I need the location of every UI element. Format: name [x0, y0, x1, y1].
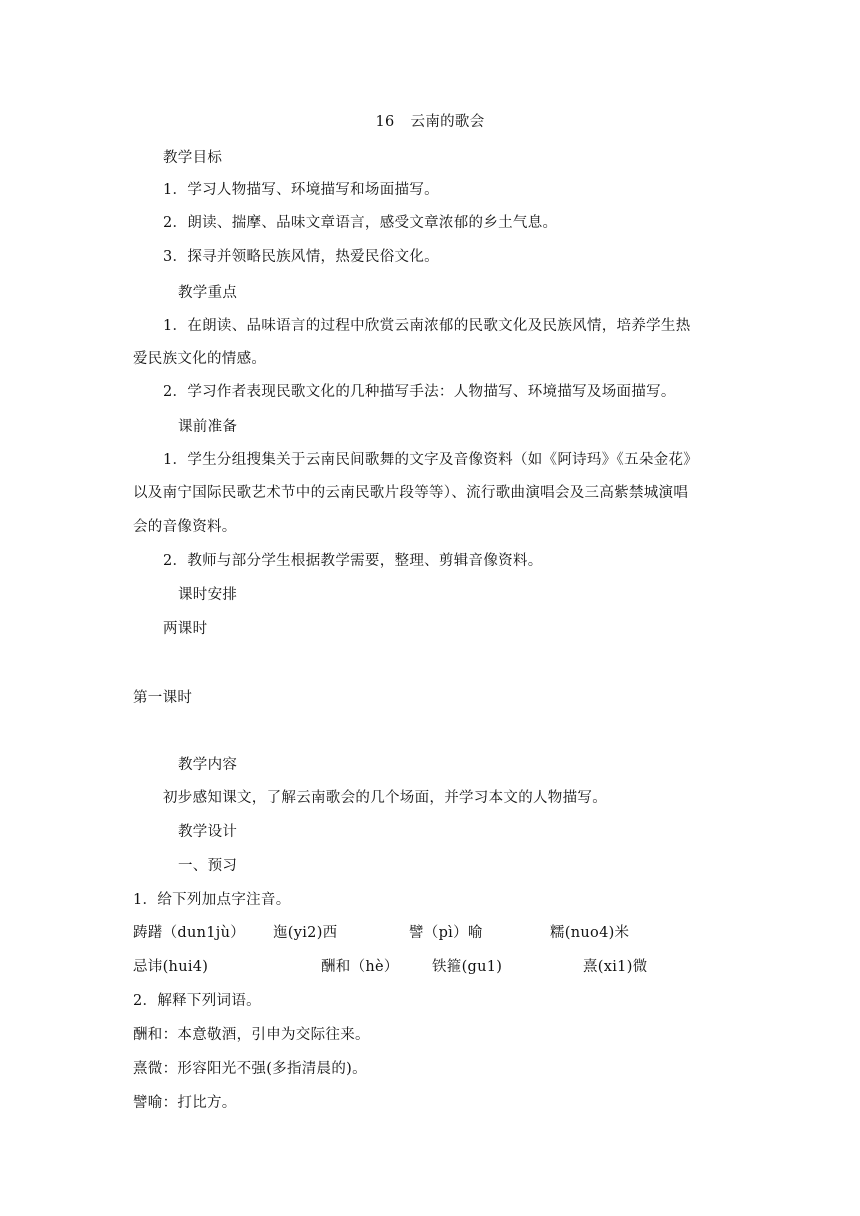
question-1: 1．给下列加点字注音。 [133, 892, 291, 908]
key-point-2: 2．学习作者表现民歌文化的几种描写手法：人物描写、环境描写及场面描写。 [163, 384, 676, 400]
definition-item: 熹微：形容阳光不强(多指清晨的)。 [133, 1061, 367, 1077]
preparation-1-line-3: 会的音像资料。 [133, 519, 237, 535]
pinyin-item: 熹(xi1)微 [583, 959, 648, 975]
preparation-1-line-1: 1．学生分组搜集关于云南民间歌舞的文字及音像资料（如《阿诗玛》《五朵金花》 [163, 452, 699, 468]
content-text: 初步感知课文，了解云南歌会的几个场面，并学习本文的人物描写。 [163, 790, 607, 806]
preparation-2: 2．教师与部分学生根据教学需要，整理、剪辑音像资料。 [163, 553, 543, 569]
definition-item: 譬喻：打比方。 [133, 1095, 237, 1111]
preparation-heading: 课前准备 [178, 419, 238, 435]
pinyin-item: 铁箍(gu1) [432, 959, 503, 975]
pinyin-item: 踌躇（dun1jù） [133, 925, 246, 941]
schedule-heading: 课时安排 [178, 587, 238, 603]
objectives-heading: 教学目标 [163, 150, 223, 166]
pinyin-item: 迤(yi2)西 [273, 925, 338, 941]
page-title [0, 112, 860, 132]
preparation-1-line-2: 以及南宁国际民歌艺术节中的云南民歌片段等等）、流行歌曲演唱会及三高紫禁城演唱 [133, 485, 689, 501]
title-number: 16 [375, 114, 395, 130]
schedule-value: 两课时 [163, 621, 208, 637]
preview-heading: 一、预习 [178, 858, 238, 874]
objective-item-2: 2．朗读、揣摩、品味文章语言，感受文章浓郁的乡土气息。 [163, 215, 558, 231]
pinyin-item: 酬和（hè） [321, 959, 399, 975]
pinyin-item: 譬（pì）喻 [409, 925, 483, 941]
key-points-heading: 教学重点 [178, 285, 238, 301]
question-2: 2．解释下列词语。 [133, 993, 261, 1009]
key-point-1-line-2: 爱民族文化的情感。 [133, 351, 267, 367]
pinyin-item: 忌讳(hui4) [133, 959, 209, 975]
content-heading: 教学内容 [178, 757, 238, 773]
objective-item-3: 3．探寻并领略民族风情，热爱民俗文化。 [163, 249, 439, 265]
definition-item: 酬和：本意敬酒，引申为交际往来。 [133, 1027, 370, 1043]
title-text: 云南的歌会 [410, 114, 485, 130]
lesson-1-heading: 第一课时 [133, 690, 193, 706]
objective-item-1: 1．学习人物描写、环境描写和场面描写。 [163, 182, 439, 198]
pinyin-item: 糯(nuo4)米 [550, 925, 630, 941]
key-point-1-line-1: 1．在朗读、品味语言的过程中欣赏云南浓郁的民歌文化及民族风情，培养学生热 [163, 318, 691, 334]
design-heading: 教学设计 [178, 824, 238, 840]
